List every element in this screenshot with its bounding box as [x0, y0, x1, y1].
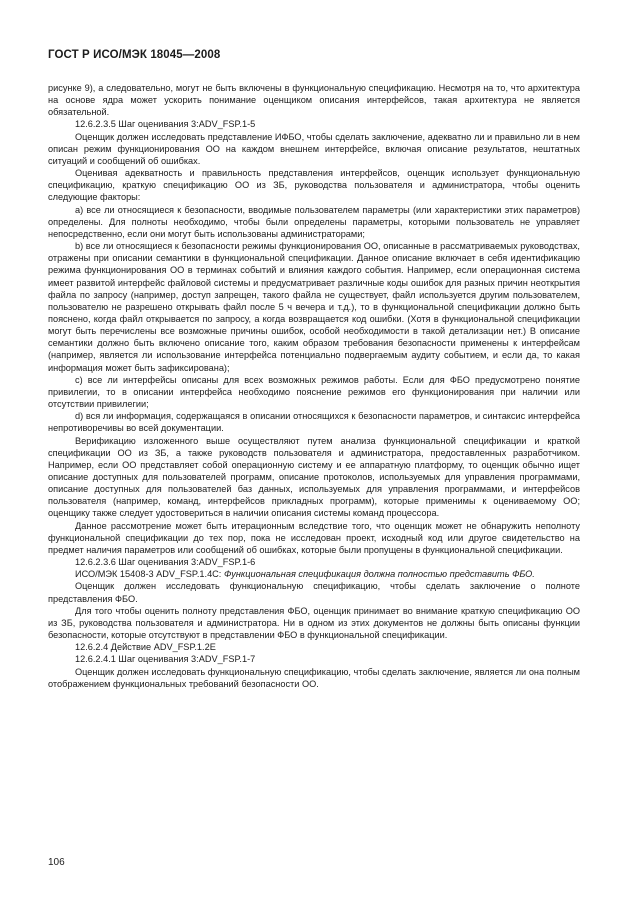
paragraph: Данное рассмотрение может быть итерационным вследствие того, что оценщик может не обнаружить неполноту функциональной спецификации до тех пор, пока не исследован проект, исходный код или другое свидетельство на предмет наличия параметров или сообщений об ошибках, которые были пропущены в функциональной спецификации.: [48, 520, 580, 555]
list-item: с) все ли интерфейсы описаны для всех возможных режимов работы. Если для ФБО предусмотрено понятие привилегии, то в описании интерфейса необходимо пояснение режимов его функционирования при наличии или отсутствии привилегии;: [48, 374, 580, 410]
section-heading: 12.6.2.4 Действие ADV_FSP.1.2Е: [75, 642, 216, 653]
requirement-reference: ИСО/МЭК 15408-3 ADV_FSP.1.4С:: [75, 569, 222, 580]
section-heading: 12.6.2.4.1 Шаг оценивания 3:ADV_FSP.1-7: [75, 654, 256, 665]
section-heading: 12.6.2.3.6 Шаг оценивания 3:ADV_FSP.1-6: [75, 557, 256, 568]
requirement-text: Функциональная спецификация должна полностью представить ФБО.: [223, 569, 535, 580]
list-item: b) все ли относящиеся к безопасности режимы функционирования ОО, описанные в рассматриваемых руководствах, отражены при описании семантики в функциональной спецификации. Данное описание включает в себя идентификацию режима функционирования ОО в терминах событий и влияния каждого события. Например, если операционная система имеет развитой интерфейс файловой системы и предусматривает различные коды ошибок для разных причин неоткрытия файла по запросу (например, доступ запрещен, такого файла не существует, файл используется другим пользователем, пользователю не разрешено открывать файл после 5 ч вечера и т.д.), то в функциональной спецификации должно быть пояснено, когда файл открывается по запросу, а когда возвращается код ошибки. (Хотя в функциональной спецификации могут быть перечислены все возможные причины ошибок, особой необходимости в такой детализации нет.) В описание семантики должно быть включено описание того, каким образом требования безопасности применены к интерфейсам (например, является ли использование интерфейса потенциально подвергаемым аудиту событием, и если да, то какая информация может быть зафиксирована);: [48, 241, 580, 373]
paragraph: Оценщик должен исследовать функциональную спецификацию, чтобы сделать заключение, является ли она полным отображением функциональных требований безопасности ОО.: [48, 666, 580, 689]
paragraph: Для того чтобы оценить полноту представления ФБО, оценщик принимает во внимание краткую спецификацию ОО из ЗБ, руководства пользователя и администратора. Ни в одном из этих документов не должны быть описаны функции безопасности, которые отсутствуют в представлении ФБО в функциональной спецификации.: [48, 605, 580, 641]
paragraph: Верификацию изложенного выше осуществляют путем анализа функциональной спецификации и краткой спецификации ОО из ЗБ, а также руководств пользователя и администратора, предоставленных разработчиком. Например, если ОО представляет собой операционную систему и ее аппаратную платформу, то оценщик обычно ищет описание доступных для пользователей программ, описание протоколов, используемых для управления программами, описание доступных для пользователей баз данных, используемых для управления программами, и интерфейсов пользователя (например, команд, интерфейсов прикладных программ), которые применимы к оцениваемому ОО; оценщику также следует удостовериться в наличии описания системы команд процессора.: [48, 435, 580, 519]
section-heading: 12.6.2.3.5 Шаг оценивания 3:ADV_FSP.1-5: [75, 119, 256, 130]
paragraph: рисунке 9), а следовательно, могут не быть включены в функциональную спецификацию. Несмотря на то, что архитектура на основе ядра может ускорить понимание оценщиком описания интерфейсов, такая архитектура не является обязательной.: [48, 83, 580, 118]
page-header: ГОСТ Р ИСО/МЭК 18045—2008: [48, 49, 221, 61]
list-item: а) все ли относящиеся к безопасности, вводимые пользователем параметры (или характеристики этих параметров) определены. Для полноты необходимо, чтобы были определены параметры, которыми пользователь не управляет непосредственно, если они могут быть использованы администраторами;: [48, 204, 580, 239]
paragraph: Оценщик должен исследовать функциональную спецификацию, чтобы сделать заключение о полноте представления ФБО.: [48, 581, 580, 604]
page-body: [48, 82, 580, 690]
paragraph: Оценщик должен исследовать представление ИФБО, чтобы сделать заключение, адекватно ли и правильно ли в нем описан режим функционирования ОО на каждом внешнем интерфейсе, включая описание результатов, нештатных ситуаций и сообщений об ошибках.: [48, 131, 580, 166]
list-item: d) вся ли информация, содержащаяся в описании относящихся к безопасности параметров, и синтаксис интерфейса непротиворечивы во всей документации.: [48, 411, 580, 434]
page-number: 106: [48, 857, 65, 868]
requirement-paragraph: [48, 568, 580, 580]
paragraph: Оценивая адекватность и правильность представления интерфейсов, оценщик использует функциональную спецификацию, краткую спецификацию ОО из ЗБ, руководства пользователя и администратора, чтобы оценить следующие факторы:: [48, 168, 580, 203]
